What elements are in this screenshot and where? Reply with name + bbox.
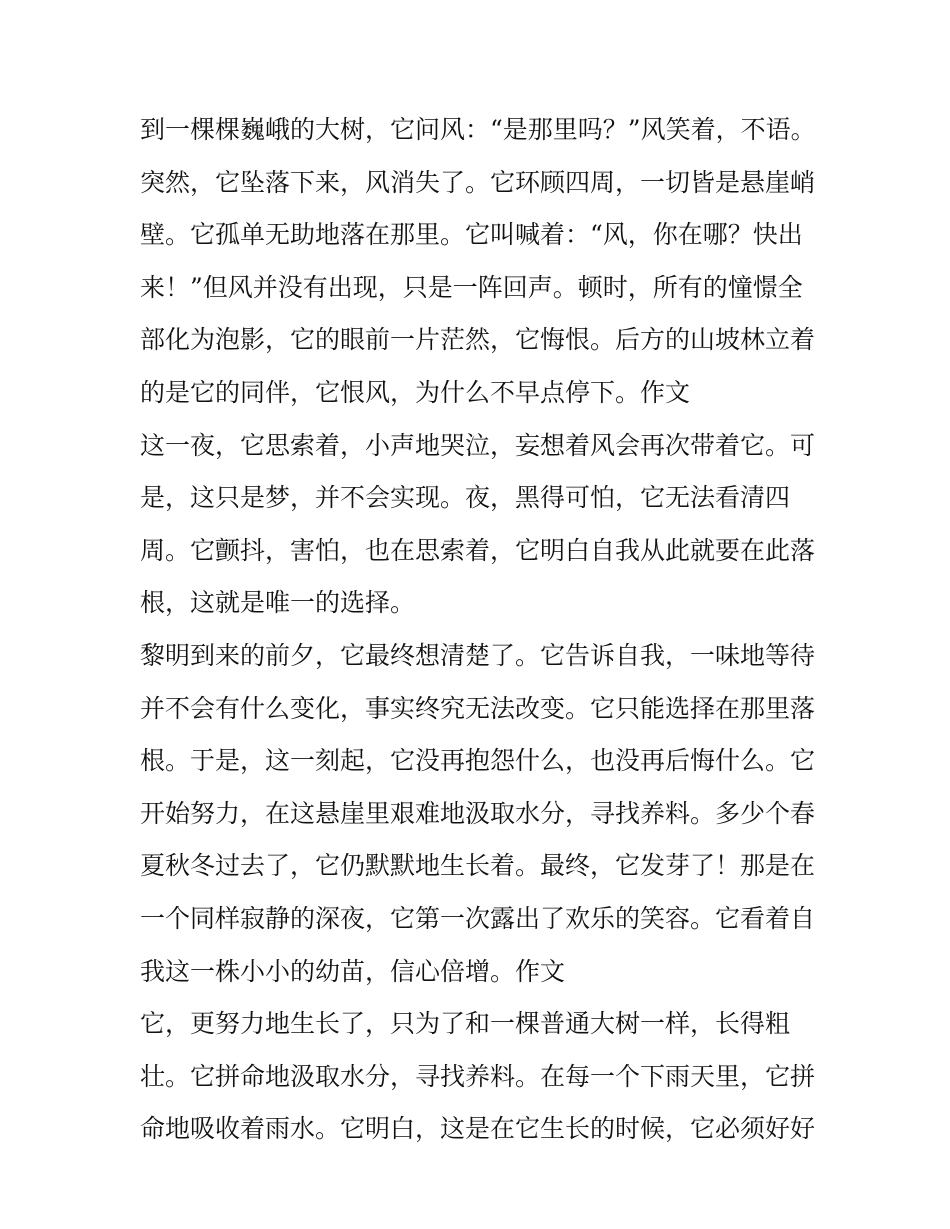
text-line: 周。它颤抖，害怕，也在思索着，它明白自我从此就要在此落 — [140, 535, 816, 565]
document-body — [140, 104, 820, 1156]
text-line: 它，更努力地生长了，只为了和一棵普通大树一样，长得粗 — [140, 1009, 791, 1039]
text-line: 是，这只是梦，并不会实现。夜，黑得可怕，它无法看清四 — [140, 483, 791, 513]
text-line: 命地吸收着雨水。它明白，这是在它生长的时候，它必须好好 — [140, 1114, 816, 1144]
text-line: 到一棵棵巍峨的大树，它问风：“是那里吗？”风笑着，不语。 — [140, 115, 816, 144]
text-line: 一个同样寂静的深夜，它第一次露出了欢乐的笑容。它看着自 — [140, 903, 816, 933]
text-line: 这一夜，它思索着，小声地哭泣，妄想着风会再次带着它。可 — [140, 430, 816, 460]
text-line: 突然，它坠落下来，风消失了。它环顾四周，一切皆是悬崖峭 — [140, 167, 816, 197]
text-line: 来！”但风并没有出现，只是一阵回声。顿时，所有的憧憬全 — [140, 272, 803, 302]
text-line: 我这一株小小的幼苗，信心倍增。作文 — [140, 956, 566, 986]
text-line: 夏秋冬过去了，它仍默默地生长着。最终，它发芽了！那是在 — [140, 851, 816, 881]
text-line: 壮。它拼命地汲取水分，寻找养料。在每一个下雨天里，它拼 — [140, 1061, 816, 1091]
text-line: 根。于是，这一刻起，它没再抱怨什么，也没再后悔什么。它 — [140, 746, 816, 776]
text-line: 并不会有什么变化，事实终究无法改变。它只能选择在那里落 — [140, 693, 816, 723]
text-line: 部化为泡影，它的眼前一片茫然，它悔恨。后方的山坡林立着 — [140, 325, 816, 355]
text-line: 开始努力，在这悬崖里艰难地汲取水分，寻找养料。多少个春 — [140, 798, 816, 828]
text-line: 的是它的同伴，它恨风，为什么不早点停下。作文 — [140, 377, 691, 407]
text-line: 根，这就是唯一的选择。 — [140, 588, 416, 618]
text-line: 黎明到来的前夕，它最终想清楚了。它告诉自我，一味地等待 — [140, 640, 816, 670]
text-line: 壁。它孤单无助地落在那里。它叫喊着：“风，你在哪？快出 — [140, 220, 803, 250]
